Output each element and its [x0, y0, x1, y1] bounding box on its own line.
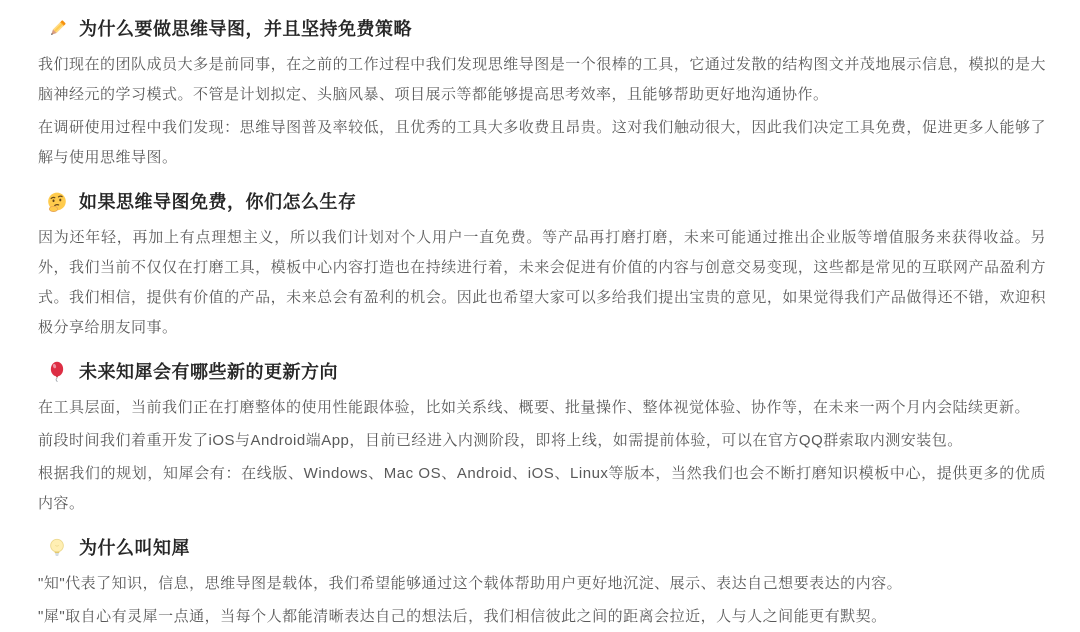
paragraph: 在工具层面，当前我们正在打磨整体的使用性能跟体验，比如关系线、概要、批量操作、整体视觉体验、协作等，在未来一两个月内会陆续更新。	[38, 399, 1031, 416]
section-heading-update-direction	[38, 357, 1046, 387]
section-heading-text: 为什么要做思维导图，并且坚持免费策略	[79, 19, 412, 39]
section-heading-free-strategy	[38, 14, 1046, 44]
paragraph: "犀"取自心有灵犀一点通，当每个人都能清晰表达自己的想法后，我们相信彼此之间的距离会拉近，人与人之间能更有默契。	[38, 608, 887, 625]
light-bulb-icon	[46, 537, 68, 559]
paragraph: 根据我们的规划，知犀会有：在线版、Windows、Mac OS、Android、iOS、Linux等版本，当然我们也会不断打磨知识模板中心，提供更多的优质内容。	[38, 465, 1046, 512]
paragraph: 我们现在的团队成员大多是前同事，在之前的工作过程中我们发现思维导图是一个很棒的工具，它通过发散的结构图文并茂地展示信息，模拟的是大脑神经元的学习模式。不管是计划拟定、头脑风暴、项目展示等都能够提高思考效率，且能够帮助更好地沟通协作。	[38, 56, 1046, 103]
paragraph: 前段时间我们着重开发了iOS与Android端App，目前已经进入内测阶段，即将上线，如需提前体验，可以在官方QQ群索取内测安装包。	[38, 432, 963, 449]
paragraph: 在调研使用过程中我们发现：思维导图普及率较低，且优秀的工具大多收费且昂贵。这对我们触动很大，因此我们决定工具免费，促进更多人能够了解与使用思维导图。	[38, 119, 1046, 166]
thinking-face-icon	[46, 191, 68, 213]
section-heading-text: 为什么叫知犀	[79, 538, 190, 558]
section-heading-text: 未来知犀会有哪些新的更新方向	[79, 362, 338, 382]
section-heading-why-name	[38, 533, 1046, 563]
paragraph: 因为还年轻，再加上有点理想主义，所以我们计划对个人用户一直免费。等产品再打磨打磨，未来可能通过推出企业版等增值服务来获得收益。另外，我们当前不仅仅在打磨工具，模板中心内容打造也在持续进行着，未来会促进有价值的内容与创意交易变现，这些都是常见的互联网产品盈利方式。我们相信，提供有价值的产品，未来总会有盈利的机会。因此也希望大家可以多给我们提出宝贵的意见，如果觉得我们产品做得还不错，欢迎积极分享给朋友同事。	[38, 229, 1046, 336]
section-heading-text: 如果思维导图免费，你们怎么生存	[79, 192, 357, 212]
section-heading-how-survive	[38, 187, 1046, 217]
pencil-icon	[46, 18, 68, 40]
paragraph: "知"代表了知识，信息，思维导图是载体，我们希望能够通过这个载体帮助用户更好地沉淀、展示、表达自己想要表达的内容。	[38, 575, 903, 592]
balloon-icon	[46, 361, 68, 383]
